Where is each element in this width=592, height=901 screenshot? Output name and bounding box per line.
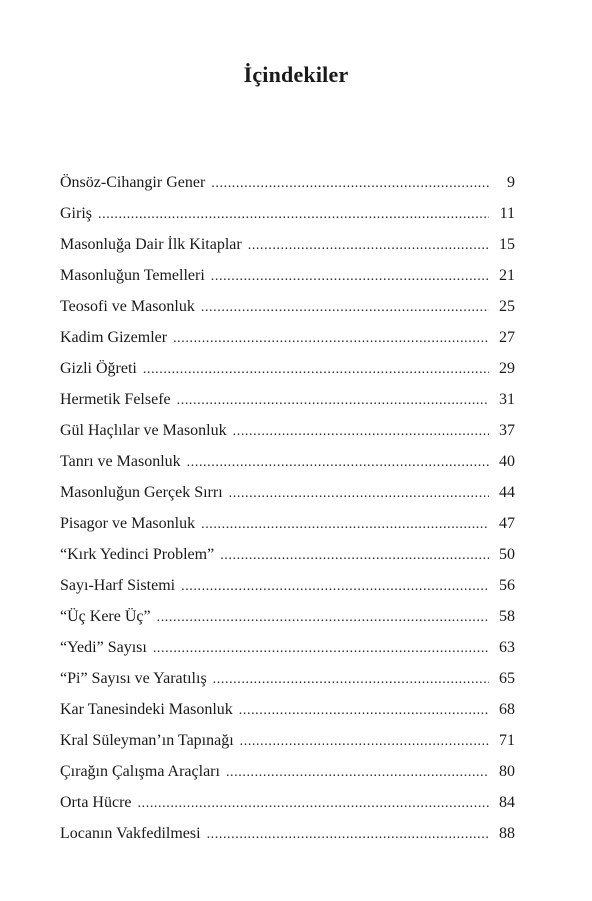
dot-leader xyxy=(153,638,489,660)
toc-entry-title: Teosofi ve Masonluk xyxy=(60,298,195,315)
toc-entry xyxy=(60,823,515,854)
toc-entry xyxy=(60,699,515,730)
toc-entry-title: Gizli Öğreti xyxy=(60,360,137,377)
page-title: İçindekiler xyxy=(243,62,349,87)
toc-entry-title: Giriş xyxy=(60,205,92,222)
toc-entry-title: Kadim Gizemler xyxy=(60,329,168,346)
dot-leader xyxy=(240,731,489,753)
toc-entry xyxy=(60,575,515,606)
toc-entry-page-number: 68 xyxy=(499,701,515,718)
dot-leader xyxy=(201,297,489,319)
toc-entry-page-number: 47 xyxy=(499,515,515,532)
toc-entry-title: “Üç Kere Üç” xyxy=(60,608,151,625)
dot-leader xyxy=(248,235,489,257)
toc-entry-page-number: 21 xyxy=(499,267,515,284)
toc-entry-title: “Kırk Yedinci Problem” xyxy=(60,546,215,563)
dot-leader xyxy=(201,514,489,536)
toc-entry-page-number: 9 xyxy=(507,174,515,191)
toc-entry xyxy=(60,296,515,327)
toc-entry xyxy=(60,172,515,203)
dot-leader xyxy=(233,421,489,443)
toc-entry xyxy=(60,327,515,358)
dot-leader xyxy=(187,452,489,474)
toc-entry-page-number: 50 xyxy=(499,546,515,563)
toc-entry-page-number: 44 xyxy=(499,484,515,501)
toc-entry xyxy=(60,761,515,792)
toc-entry-title: Masonluğun Gerçek Sırrı xyxy=(60,484,223,501)
toc-entry-page-number: 63 xyxy=(499,639,515,656)
toc-entry-title: Kar Tanesindeki Masonluk xyxy=(60,701,233,718)
toc-entry xyxy=(60,606,515,637)
dot-leader xyxy=(226,762,489,784)
toc-entry-title: Hermetik Felsefe xyxy=(60,391,171,408)
toc-entry-title: “Pi” Sayısı ve Yaratılış xyxy=(60,670,207,687)
dot-leader xyxy=(173,328,489,350)
toc-entry-page-number: 27 xyxy=(499,329,515,346)
toc-entry xyxy=(60,451,515,482)
toc-entry xyxy=(60,234,515,265)
toc-entry xyxy=(60,637,515,668)
dot-leader xyxy=(207,824,489,846)
toc-entry-title: Çırağın Çalışma Araçları xyxy=(60,763,220,780)
toc-entry xyxy=(60,544,515,575)
dot-leader xyxy=(213,669,489,691)
dot-leader xyxy=(229,483,489,505)
toc-entry-title: Orta Hücre xyxy=(60,794,132,811)
toc-entry-title: Sayı-Harf Sistemi xyxy=(60,577,176,594)
toc-entry-page-number: 40 xyxy=(499,453,515,470)
toc-entry-title: Önsöz-Cihangir Gener xyxy=(60,174,206,191)
toc-entry-page-number: 25 xyxy=(499,298,515,315)
toc-entry-page-number: 37 xyxy=(499,422,515,439)
dot-leader xyxy=(177,390,489,412)
toc-entry xyxy=(60,203,515,234)
dot-leader xyxy=(181,576,489,598)
toc-entry xyxy=(60,420,515,451)
toc-entry xyxy=(60,389,515,420)
toc-entry-page-number: 29 xyxy=(499,360,515,377)
toc-entry xyxy=(60,482,515,513)
dot-leader xyxy=(211,266,489,288)
toc-entry-page-number: 15 xyxy=(499,236,515,253)
toc-entry-page-number: 56 xyxy=(499,577,515,594)
dot-leader xyxy=(143,359,489,381)
toc-entry-page-number: 58 xyxy=(499,608,515,625)
toc-entry-title: Masonluğa Dair İlk Kitaplar xyxy=(60,236,242,253)
toc-entry-title: Locanın Vakfedilmesi xyxy=(60,825,201,842)
dot-leader xyxy=(138,793,489,815)
dot-leader xyxy=(220,545,489,567)
toc-entry-title: Gül Haçlılar ve Masonluk xyxy=(60,422,227,439)
dot-leader xyxy=(239,700,489,722)
dot-leader xyxy=(98,204,489,226)
toc-entry xyxy=(60,265,515,296)
table-of-contents xyxy=(60,172,515,854)
toc-entry-page-number: 88 xyxy=(499,825,515,842)
toc-entry-title: “Yedi” Sayısı xyxy=(60,639,147,656)
toc-entry xyxy=(60,513,515,544)
toc-entry-page-number: 71 xyxy=(499,732,515,749)
dot-leader xyxy=(211,173,489,195)
toc-entry-title: Pisagor ve Masonluk xyxy=(60,515,196,532)
dot-leader xyxy=(157,607,489,629)
toc-entry-title: Masonluğun Temelleri xyxy=(60,267,205,284)
toc-entry-page-number: 84 xyxy=(499,794,515,811)
toc-entry-page-number: 65 xyxy=(499,670,515,687)
toc-entry-title: Kral Süleyman’ın Tapınağı xyxy=(60,732,234,749)
toc-entry xyxy=(60,358,515,389)
toc-entry-page-number: 31 xyxy=(499,391,515,408)
toc-entry xyxy=(60,668,515,699)
toc-entry xyxy=(60,792,515,823)
toc-entry-page-number: 11 xyxy=(499,205,515,222)
toc-entry-title: Tanrı ve Masonluk xyxy=(60,453,181,470)
toc-entry-page-number: 80 xyxy=(499,763,515,780)
toc-entry xyxy=(60,730,515,761)
